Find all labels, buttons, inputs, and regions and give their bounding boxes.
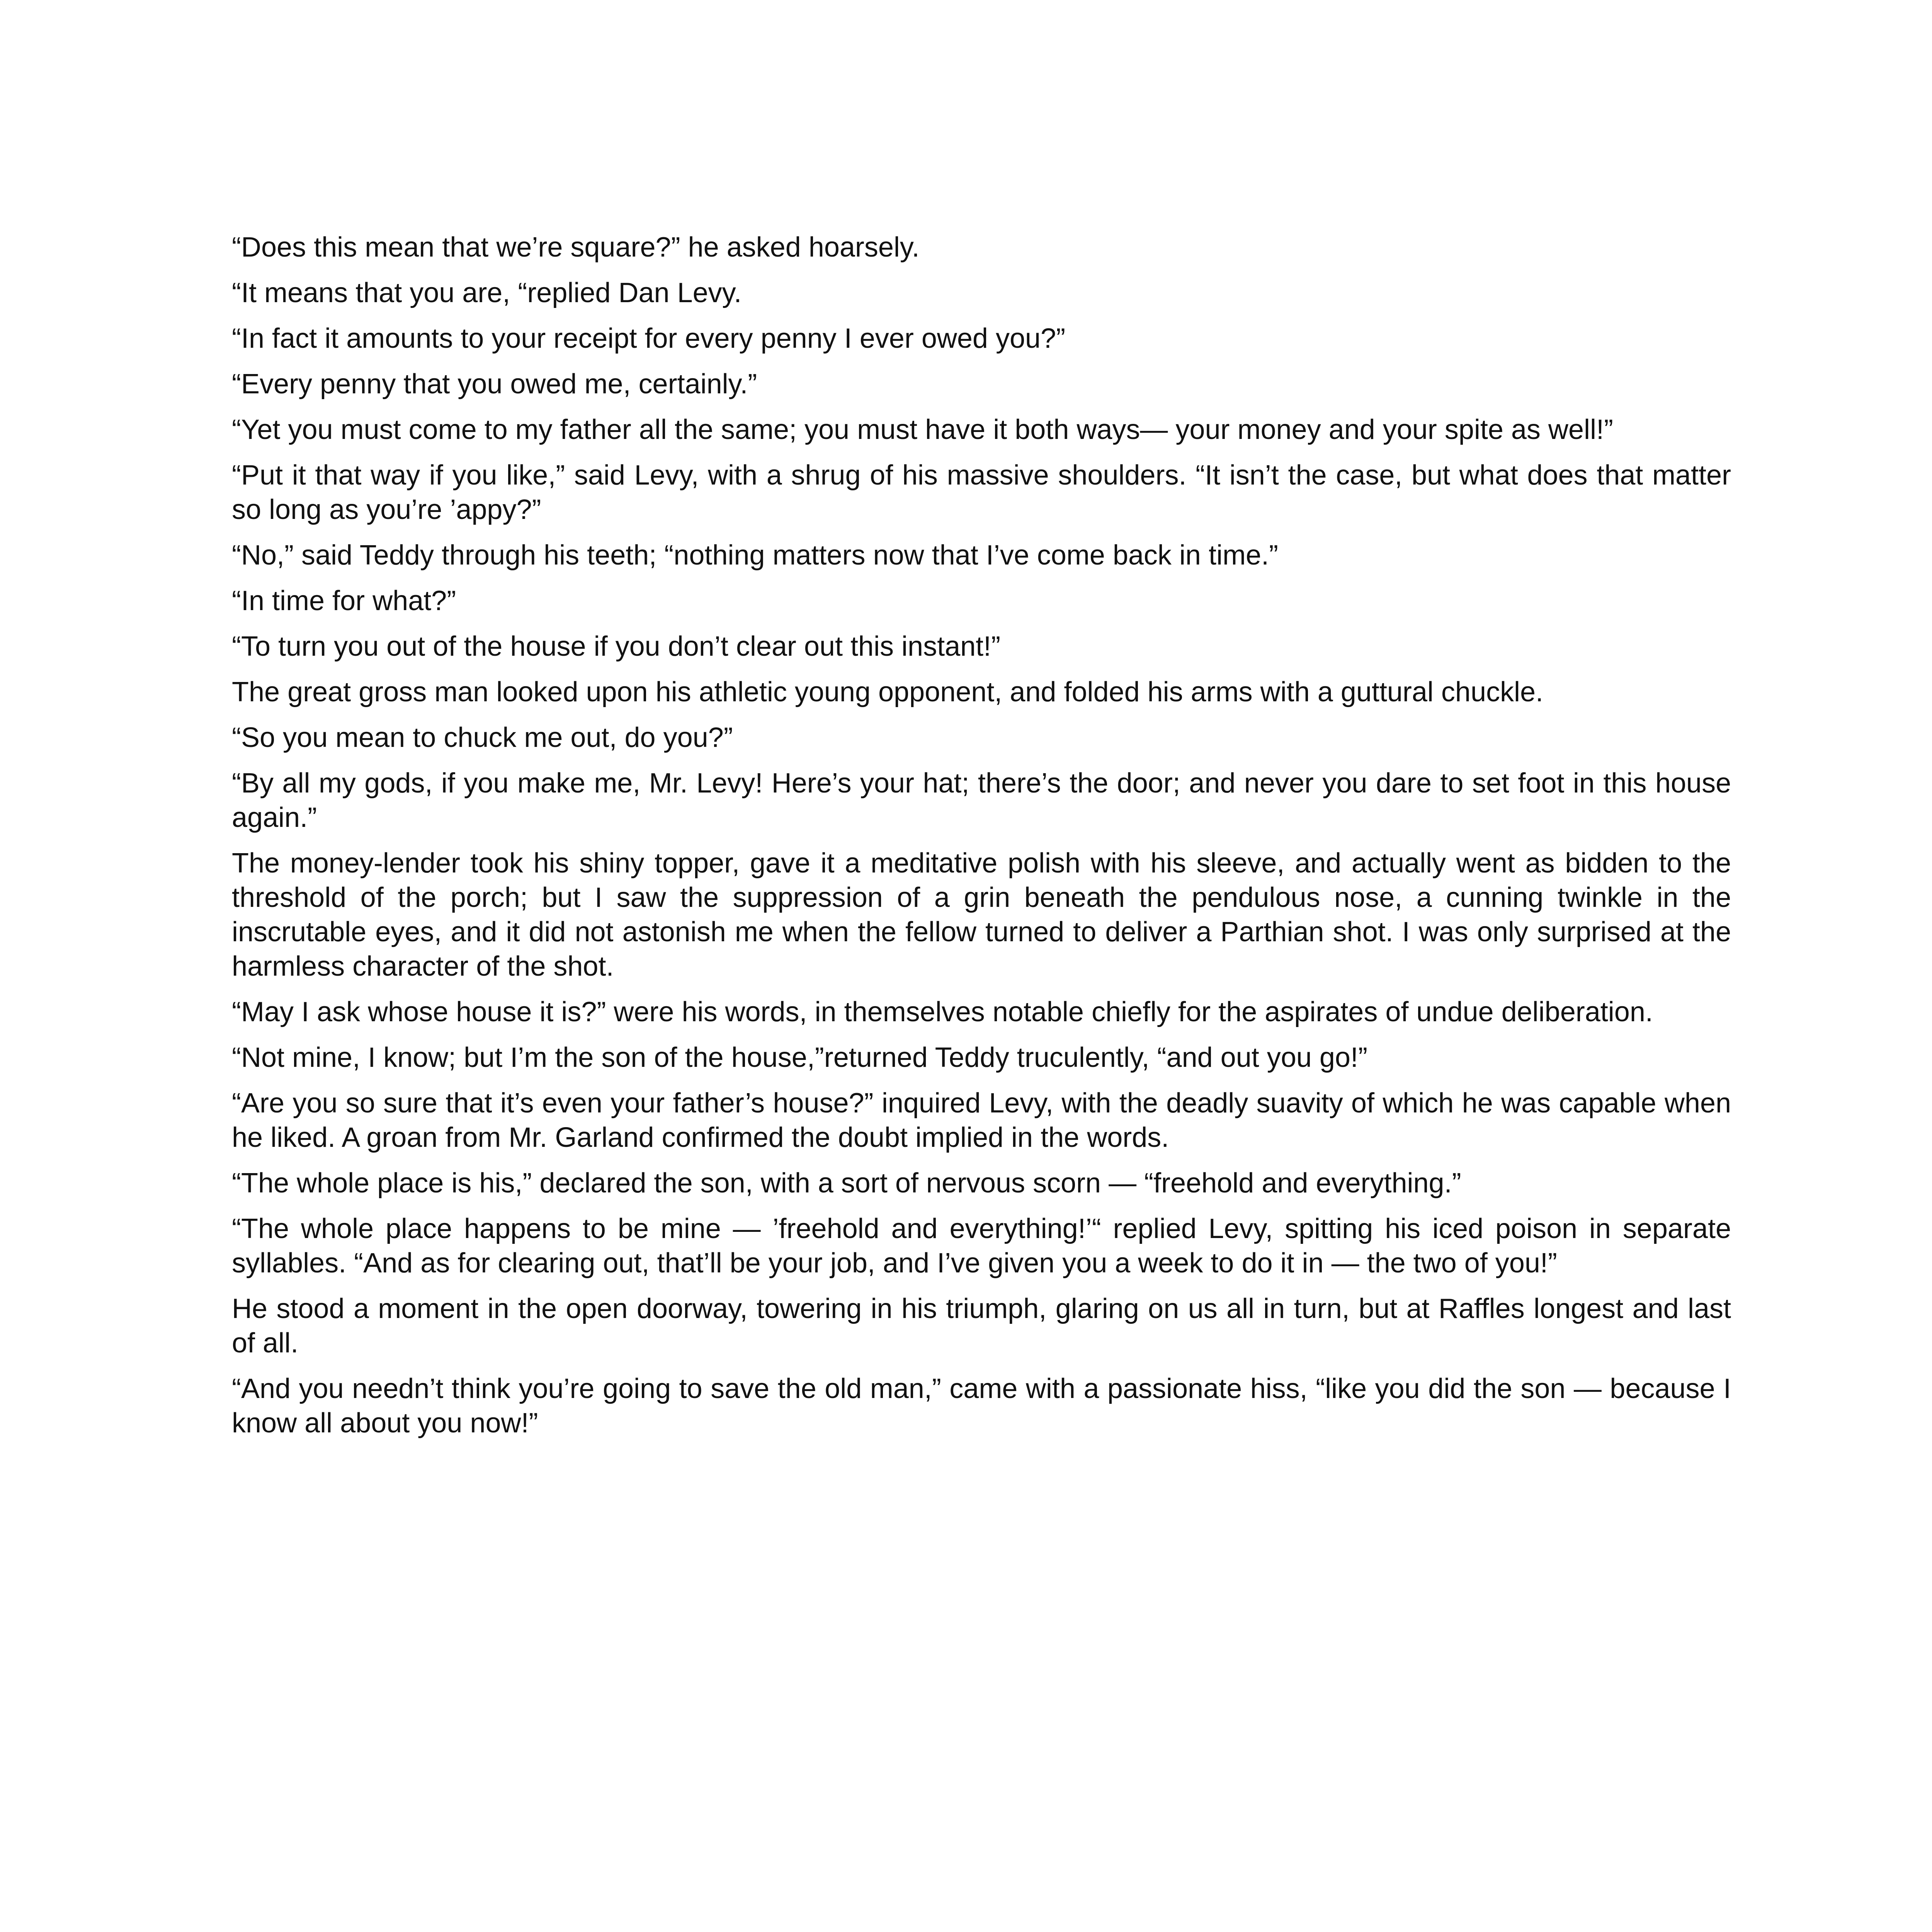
document-body xyxy=(232,230,1731,1452)
paragraph: “May I ask whose house it is?” were his words, in themselves notable chiefly for the aspirates of undue deliberation. xyxy=(232,997,1653,1027)
paragraph: “Are you so sure that it’s even your father’s house?” inquired Levy, with the deadly suavity of which he was capable when he liked. A groan from Mr. Garland confirmed the doubt implied in the words. xyxy=(232,1088,1731,1153)
paragraph: The money-lender took his shiny topper, gave it a meditative polish with his sleeve, and actually went as bidden to the threshold of the porch; but I saw the suppression of a grin beneath the pendulous nose, a cunning twinkle in the inscrutable eyes, and it did not astonish me when the fellow turned to deliver a Parthian shot. I was only surprised at the harmless character of the shot. xyxy=(232,848,1731,982)
paragraph: “In time for what?” xyxy=(232,585,456,616)
paragraph: “The whole place is his,” declared the son, with a sort of nervous scorn — “freehold and everything.” xyxy=(232,1168,1461,1199)
paragraph: “Does this mean that we’re square?” he asked hoarsely. xyxy=(232,232,920,263)
paragraph: “Put it that way if you like,” said Levy, with a shrug of his massive shoulders. “It isn’t the case, but what does that matter so long as you’re ’appy?” xyxy=(232,460,1731,525)
paragraph: “And you needn’t think you’re going to save the old man,” came with a passionate hiss, “like you did the son — because I know all about you now!” xyxy=(232,1373,1731,1439)
paragraph: “In fact it amounts to your receipt for every penny I ever owed you?” xyxy=(232,323,1066,354)
paragraph: “Not mine, I know; but I’m the son of the house,”returned Teddy truculently, “and out you go!” xyxy=(232,1042,1367,1073)
paragraph: “The whole place happens to be mine — ’freehold and everything!’“ replied Levy, spitting his iced poison in separate syllables. “And as for clearing out, that’ll be your job, and I’ve given you a week to do it in — the two of you!” xyxy=(232,1213,1731,1279)
paragraph: “Yet you must come to my father all the same; you must have it both ways— your money and your spite as well!” xyxy=(232,414,1613,445)
paragraph: “It means that you are, “replied Dan Levy. xyxy=(232,277,742,308)
paragraph: “No,” said Teddy through his teeth; “nothing matters now that I’ve come back in time.” xyxy=(232,540,1278,571)
paragraph: “By all my gods, if you make me, Mr. Levy! Here’s your hat; there’s the door; and never you dare to set foot in this house again.” xyxy=(232,768,1731,833)
paragraph: “To turn you out of the house if you don’t clear out this instant!” xyxy=(232,631,1001,662)
paragraph: “So you mean to chuck me out, do you?” xyxy=(232,722,733,753)
paragraph: He stood a moment in the open doorway, towering in his triumph, glaring on us all in turn, but at Raffles longest and last of all. xyxy=(232,1293,1731,1359)
paragraph: The great gross man looked upon his athletic young opponent, and folded his arms with a guttural chuckle. xyxy=(232,677,1544,707)
paragraph: “Every penny that you owed me, certainly.” xyxy=(232,369,757,400)
